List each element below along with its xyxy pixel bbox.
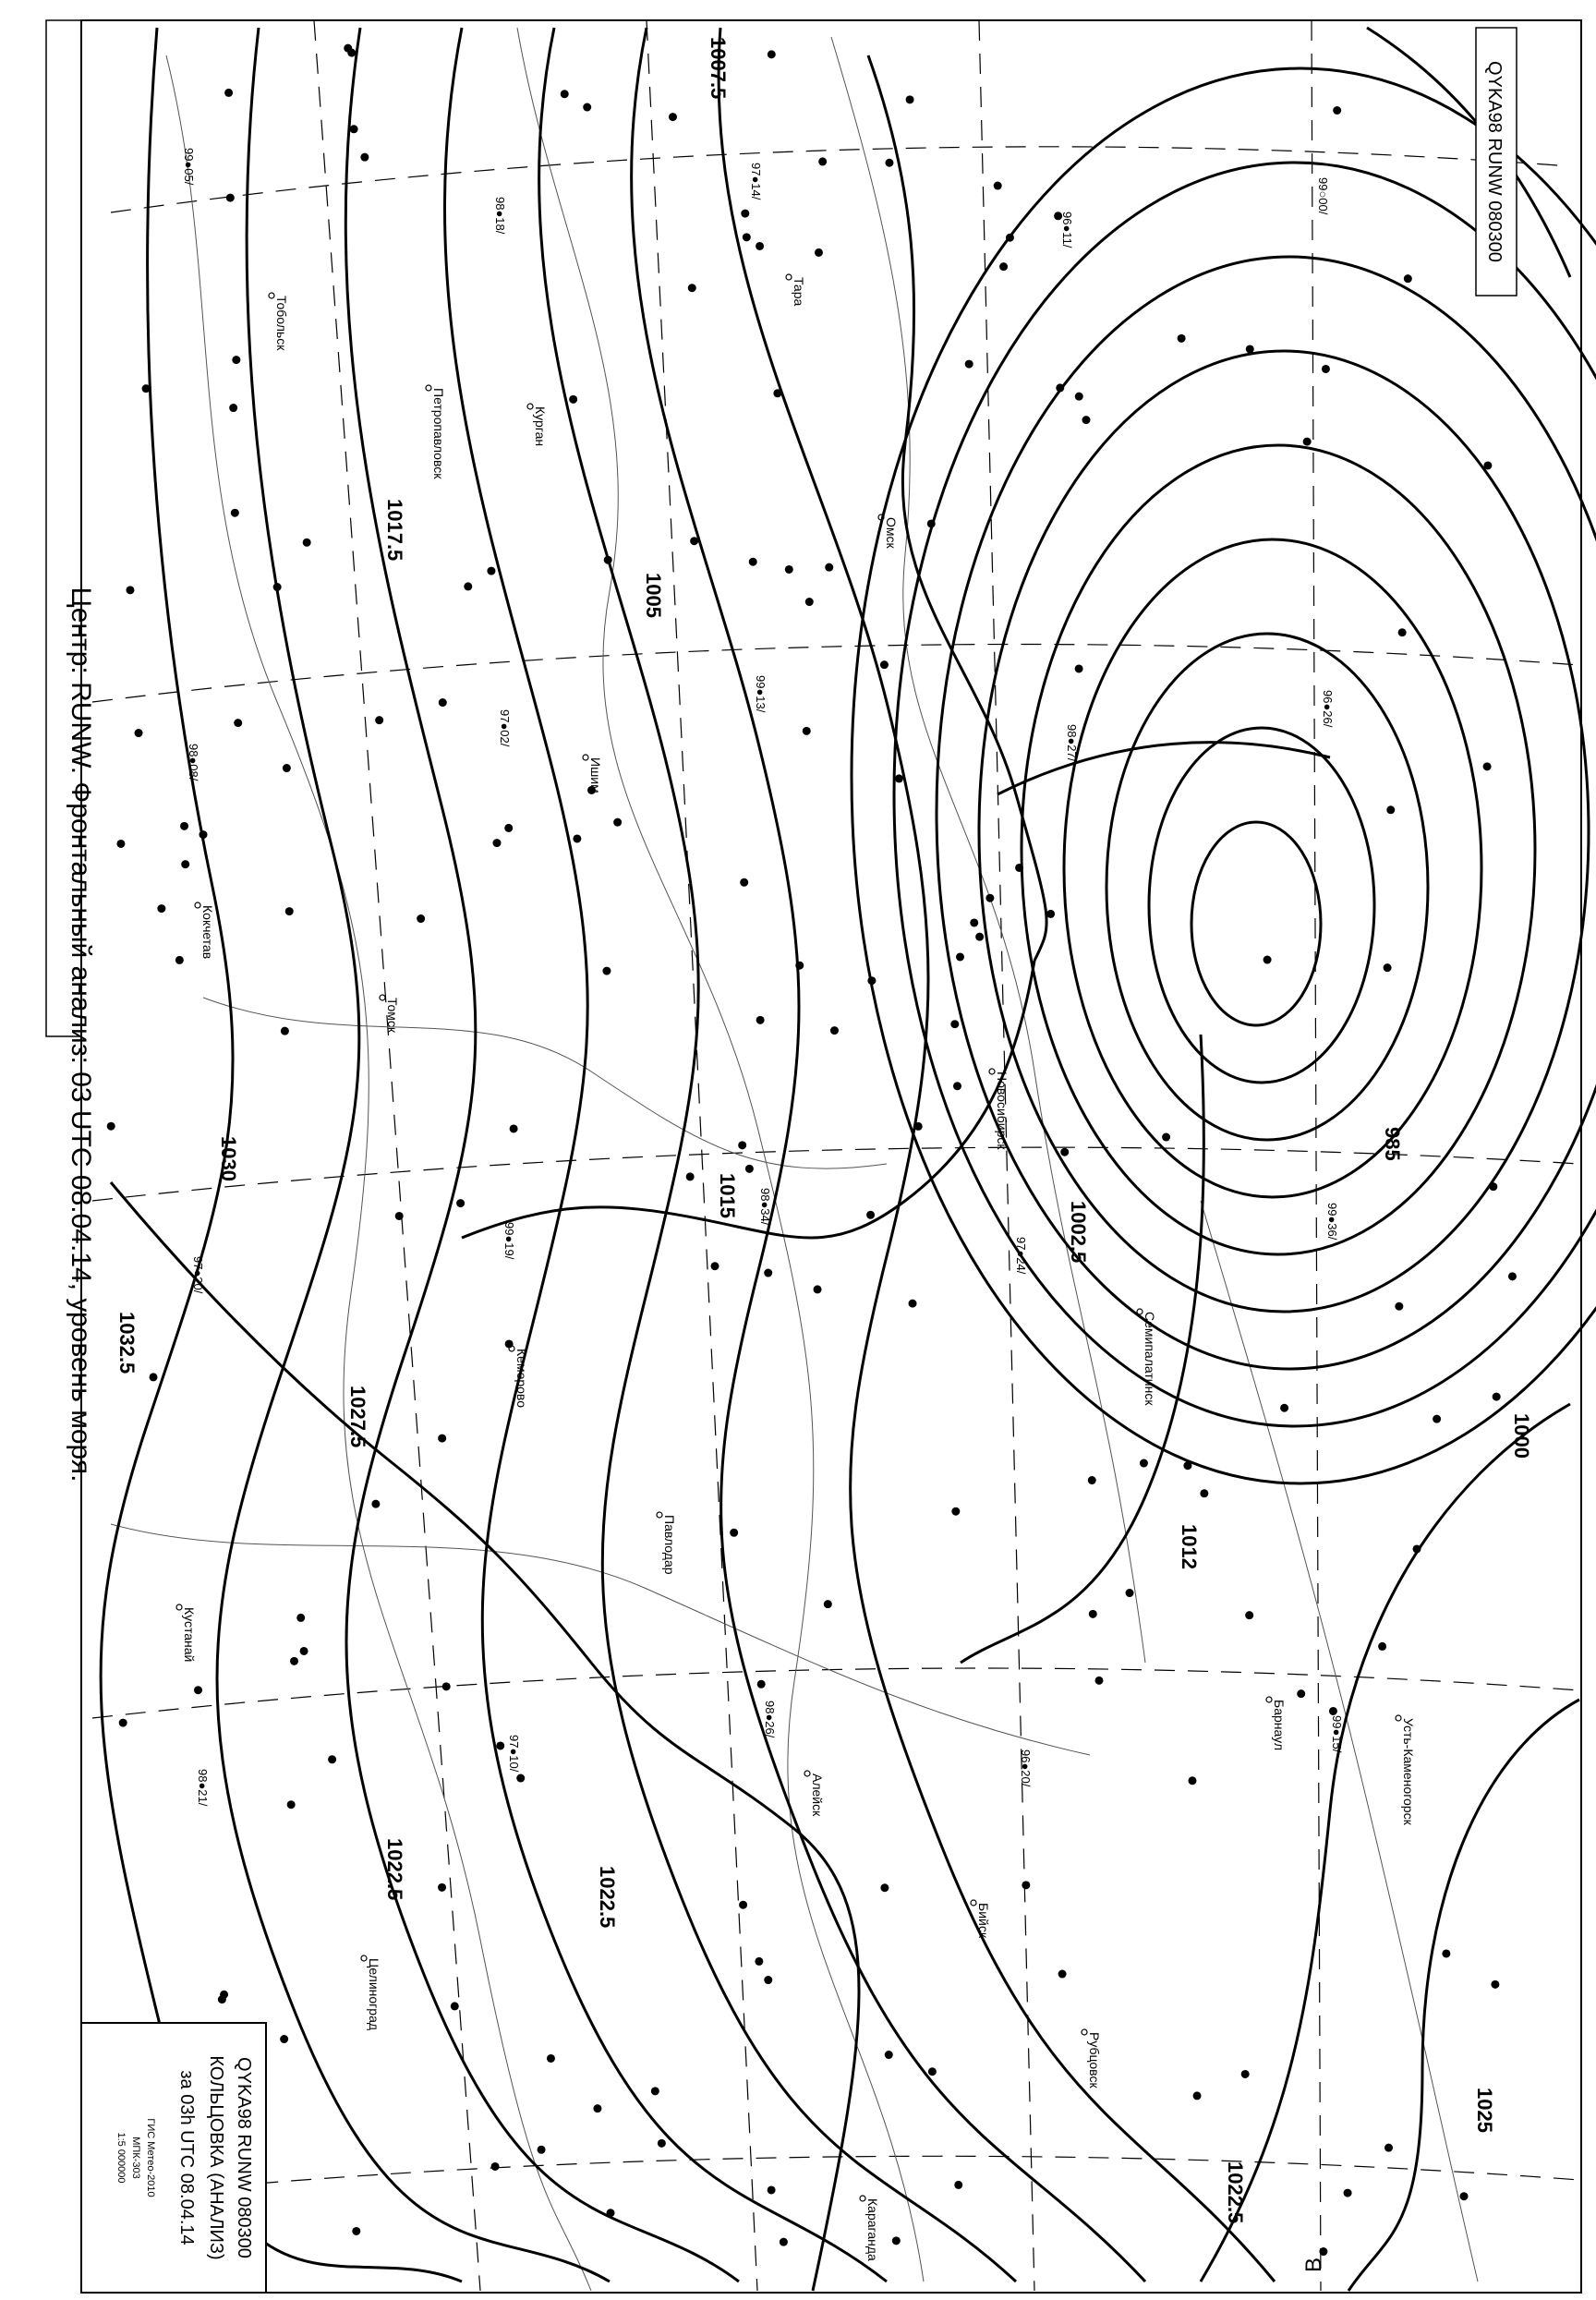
isobar-value-label: 985 bbox=[1381, 1127, 1404, 1161]
station-value: 97●24/ bbox=[1014, 1237, 1028, 1275]
station-dot bbox=[1094, 1677, 1103, 1685]
station-dot bbox=[417, 914, 425, 923]
station-dot bbox=[395, 1212, 404, 1220]
station-dot bbox=[232, 356, 240, 364]
station-dot bbox=[194, 1686, 202, 1694]
station-dot bbox=[1022, 1881, 1030, 1889]
station-dot bbox=[347, 49, 356, 57]
station-value: 98●26/ bbox=[763, 1701, 777, 1738]
station-dot bbox=[569, 395, 577, 404]
station-dot bbox=[119, 1719, 127, 1727]
station-dot bbox=[1398, 628, 1407, 636]
station-value: 97●14/ bbox=[749, 163, 763, 200]
station-dot bbox=[602, 967, 611, 975]
station-dot bbox=[1183, 1461, 1191, 1470]
station-dot bbox=[375, 716, 383, 724]
station-dot bbox=[1384, 2144, 1393, 2152]
city-name: Ишим bbox=[588, 757, 603, 793]
isobar-value-label: 1002.5 bbox=[1067, 1201, 1090, 1264]
city-name: Тобольск bbox=[274, 296, 289, 351]
station-dot bbox=[1412, 1544, 1421, 1553]
city-name: Кемерово bbox=[514, 1349, 529, 1408]
station-dot bbox=[1386, 805, 1395, 814]
station-dot bbox=[1493, 1393, 1501, 1401]
station-dot bbox=[1264, 956, 1272, 964]
station-dot bbox=[951, 1507, 960, 1516]
city-name: Курган bbox=[533, 406, 548, 447]
station-dot bbox=[730, 1529, 738, 1537]
station-dot bbox=[764, 1269, 772, 1277]
info-name: КОЛЬЦОВКА (АНАЛИЗ) bbox=[206, 2055, 226, 2260]
station-dot bbox=[328, 1755, 336, 1763]
station-dot bbox=[1058, 1970, 1067, 1979]
city-name: Кустанай bbox=[182, 1607, 197, 1663]
city-name: Целиноград bbox=[367, 1958, 381, 2031]
station-dot bbox=[464, 582, 472, 590]
station-dot bbox=[1075, 664, 1083, 672]
station-dot bbox=[965, 360, 973, 369]
station-dot bbox=[226, 194, 235, 202]
station-dot bbox=[1188, 1776, 1196, 1785]
station-value: 98●08/ bbox=[187, 744, 200, 781]
station-dot bbox=[107, 1122, 115, 1131]
station-dot bbox=[142, 384, 151, 393]
isobar-value-label: 1027.5 bbox=[346, 1386, 369, 1448]
station-dot bbox=[487, 567, 495, 575]
station-dot bbox=[492, 839, 501, 847]
station-dot bbox=[825, 563, 833, 572]
isobar-value-label: 1017.5 bbox=[383, 499, 406, 562]
station-dot bbox=[561, 90, 569, 98]
station-dot bbox=[229, 404, 237, 412]
station-dot bbox=[296, 1614, 305, 1622]
city-name: Тара bbox=[792, 277, 806, 307]
station-dot bbox=[175, 956, 184, 964]
station-dot bbox=[740, 878, 748, 887]
station-dot bbox=[756, 242, 764, 250]
station-dot bbox=[909, 1300, 917, 1308]
station-value: 97●10/ bbox=[507, 1735, 521, 1773]
pressure-center-label: В bbox=[1301, 2257, 1326, 2272]
station-value: 97●20/ bbox=[191, 1256, 205, 1294]
station-dot bbox=[830, 1026, 839, 1035]
station-dot bbox=[768, 2185, 776, 2194]
station-dot bbox=[818, 157, 827, 165]
city-name: Рубцовск bbox=[1087, 2032, 1102, 2088]
station-dot bbox=[1089, 1610, 1097, 1618]
station-dot bbox=[199, 830, 207, 839]
station-dot bbox=[895, 774, 903, 782]
station-dot bbox=[1046, 910, 1055, 918]
station-dot bbox=[290, 1657, 298, 1665]
station-dot bbox=[1333, 106, 1341, 115]
isobar-value-label: 1015 bbox=[716, 1173, 739, 1218]
station-dot bbox=[593, 2104, 601, 2112]
station-dot bbox=[866, 1211, 875, 1219]
station-dot bbox=[768, 50, 776, 58]
station-dot bbox=[669, 113, 677, 121]
station-dot bbox=[300, 1647, 308, 1655]
station-dot bbox=[456, 1199, 465, 1207]
station-dot bbox=[510, 1124, 518, 1132]
station-dot bbox=[738, 1141, 746, 1149]
station-dot bbox=[116, 840, 125, 848]
station-dot bbox=[280, 2035, 288, 2043]
station-dot bbox=[360, 153, 369, 162]
header-code: QYKA98 RUNW 080300 bbox=[1484, 61, 1505, 262]
station-dot bbox=[538, 2146, 546, 2154]
station-dot bbox=[516, 1774, 525, 1783]
station-dot bbox=[999, 262, 1008, 271]
station-dot bbox=[438, 1883, 446, 1892]
station-value: 98●18/ bbox=[493, 197, 507, 235]
station-value: 99●13/ bbox=[754, 675, 768, 713]
station-dot bbox=[1297, 1689, 1305, 1698]
station-dot bbox=[805, 598, 814, 606]
station-dot bbox=[303, 539, 311, 547]
station-dot bbox=[1246, 345, 1254, 353]
station-dot bbox=[954, 2181, 962, 2189]
station-dot bbox=[451, 2002, 459, 2010]
station-dot bbox=[970, 918, 978, 926]
city-name: Алейск bbox=[810, 1773, 825, 1817]
station-dot bbox=[880, 1883, 889, 1892]
station-dot bbox=[1006, 234, 1014, 242]
info-time: за 03h UTC 08.04.14 bbox=[176, 2070, 197, 2246]
station-dot bbox=[743, 233, 751, 241]
station-dot bbox=[756, 1016, 765, 1024]
station-value: 96●26/ bbox=[1321, 690, 1335, 728]
station-dot bbox=[814, 1285, 822, 1293]
station-dot bbox=[1378, 1642, 1386, 1651]
station-dot bbox=[285, 907, 294, 915]
station-dot bbox=[1483, 461, 1492, 469]
station-dot bbox=[1491, 1980, 1499, 1989]
city-name: Караганда bbox=[865, 2198, 880, 2261]
station-dot bbox=[1344, 2189, 1352, 2197]
station-dot bbox=[287, 1800, 296, 1809]
info-scale: 1:5 000000 bbox=[115, 2132, 127, 2184]
city-name: Семипалатинск bbox=[1143, 1312, 1157, 1406]
station-dot bbox=[975, 933, 984, 941]
isobar-value-label: 1025 bbox=[1473, 2088, 1496, 2133]
station-dot bbox=[1384, 963, 1392, 972]
station-dot bbox=[914, 1122, 923, 1131]
station-dot bbox=[1140, 1459, 1148, 1468]
station-dot bbox=[658, 2139, 666, 2148]
city-name: Омск bbox=[884, 517, 899, 549]
station-dot bbox=[950, 1020, 959, 1028]
station-dot bbox=[1322, 365, 1330, 373]
station-dot bbox=[651, 2087, 659, 2095]
station-dot bbox=[1404, 274, 1412, 283]
station-dot bbox=[745, 1165, 754, 1173]
city-name: Новосибирск bbox=[995, 1071, 1010, 1150]
station-dot bbox=[1241, 2070, 1250, 2078]
city-name: Петропавловск bbox=[431, 388, 446, 479]
city-name: Павлодар bbox=[662, 1515, 677, 1575]
station-dot bbox=[135, 729, 143, 737]
station-value: 99○00/ bbox=[1316, 177, 1330, 215]
station-dot bbox=[739, 1901, 747, 1909]
isobar-value-label: 1022.5 bbox=[383, 1838, 406, 1901]
station-dot bbox=[273, 583, 282, 591]
station-dot bbox=[741, 210, 749, 218]
station-dot bbox=[1082, 416, 1090, 424]
station-dot bbox=[686, 1172, 695, 1180]
city-name: Усть-Каменогорск bbox=[1401, 1718, 1416, 1825]
station-dot bbox=[953, 1082, 961, 1090]
station-dot bbox=[688, 284, 696, 292]
station-dot bbox=[1303, 438, 1312, 446]
info-code: QYKA98 RUNW 080300 bbox=[234, 2057, 254, 2258]
station-dot bbox=[1088, 1476, 1096, 1484]
station-dot bbox=[885, 159, 893, 167]
station-dot bbox=[885, 2051, 893, 2059]
station-dot bbox=[815, 248, 823, 257]
station-dot bbox=[985, 894, 994, 902]
info-box bbox=[81, 2023, 266, 2293]
station-dot bbox=[442, 1682, 451, 1690]
map-title: Центр: RUNW. Фронтальный анализ: 03 UTC 08.04.14, уровень моря. bbox=[66, 587, 96, 1483]
station-dot bbox=[547, 2054, 555, 2063]
station-dot bbox=[1162, 1133, 1170, 1142]
station-dot bbox=[1508, 1272, 1517, 1280]
station-dot bbox=[607, 2209, 615, 2217]
station-dot bbox=[906, 95, 914, 103]
station-value: 99●36/ bbox=[1325, 1203, 1339, 1241]
station-dot bbox=[218, 1995, 226, 2003]
city-name: Барнаул bbox=[1272, 1700, 1287, 1750]
station-dot bbox=[1329, 1707, 1337, 1715]
city-name: Томск bbox=[385, 998, 400, 1033]
station-value: 96●20/ bbox=[1019, 1749, 1033, 1787]
isobar-value-label: 1032.5 bbox=[115, 1312, 139, 1374]
station-dot bbox=[1460, 2192, 1469, 2200]
city-name: Бийск bbox=[976, 1903, 991, 1938]
station-dot bbox=[928, 2067, 937, 2076]
station-dot bbox=[803, 727, 811, 735]
station-dot bbox=[1245, 1611, 1253, 1619]
isobar-value-label: 1007.5 bbox=[707, 37, 730, 100]
station-dot bbox=[352, 2227, 360, 2235]
station-dot bbox=[785, 565, 793, 574]
info-source: ГИС Метео-2010 bbox=[145, 2118, 156, 2197]
station-dot bbox=[1126, 1589, 1134, 1597]
isobar-value-label: 1005 bbox=[642, 573, 665, 618]
station-dot bbox=[439, 698, 447, 707]
station-dot bbox=[438, 1434, 446, 1443]
station-dot bbox=[1319, 2247, 1327, 2256]
station-dot bbox=[755, 1957, 763, 1966]
station-dot bbox=[711, 1262, 719, 1270]
station-dot bbox=[234, 719, 242, 727]
info-model: МПК-303 bbox=[130, 2137, 141, 2179]
station-dot bbox=[824, 1600, 832, 1608]
station-dot bbox=[231, 509, 239, 517]
station-dot bbox=[613, 818, 622, 827]
isobar-value-label: 1030 bbox=[217, 1136, 240, 1181]
station-value: 98●34/ bbox=[758, 1188, 772, 1226]
station-dot bbox=[181, 860, 189, 868]
station-dot bbox=[1178, 334, 1186, 343]
station-dot bbox=[283, 764, 291, 772]
station-dot bbox=[496, 1741, 504, 1749]
station-value: 99●05/ bbox=[182, 148, 196, 186]
station-dot bbox=[1395, 1302, 1403, 1311]
station-dot bbox=[504, 824, 513, 832]
station-value: 97●02/ bbox=[498, 709, 512, 747]
station-dot bbox=[749, 558, 757, 566]
station-dot bbox=[1075, 393, 1083, 401]
isobar-value-label: 1000 bbox=[1510, 1413, 1533, 1459]
station-dot bbox=[491, 2162, 500, 2171]
station-dot bbox=[690, 537, 698, 545]
city-name: Кокчетав bbox=[200, 905, 215, 960]
station-dot bbox=[350, 125, 358, 133]
station-dot bbox=[281, 1027, 289, 1035]
station-dot bbox=[764, 1976, 772, 1984]
station-dot bbox=[224, 89, 233, 97]
station-value: 99●15/ bbox=[1330, 1715, 1344, 1753]
station-dot bbox=[780, 2238, 788, 2246]
station-dot bbox=[1193, 2091, 1202, 2100]
station-value: 98●27/ bbox=[1065, 724, 1079, 762]
station-dot bbox=[150, 1373, 158, 1381]
station-dot bbox=[773, 389, 781, 397]
station-dot bbox=[956, 952, 964, 961]
station-dot bbox=[126, 586, 134, 594]
station-dot bbox=[1015, 864, 1023, 872]
station-dot bbox=[180, 822, 188, 830]
station-dot bbox=[371, 1500, 380, 1508]
station-dot bbox=[1433, 1415, 1441, 1423]
station-dot bbox=[573, 834, 581, 842]
isobar-value-label: 1012 bbox=[1178, 1524, 1201, 1569]
station-dot bbox=[157, 904, 165, 913]
station-dot bbox=[1483, 762, 1492, 770]
station-dot bbox=[795, 962, 804, 970]
station-dot bbox=[1060, 1148, 1069, 1156]
station-dot bbox=[927, 519, 936, 527]
station-dot bbox=[994, 182, 1002, 190]
isobar-value-label: 1022.5 bbox=[596, 1866, 619, 1929]
station-dot bbox=[583, 103, 591, 112]
station-dot bbox=[892, 2236, 901, 2245]
station-dot bbox=[604, 556, 612, 564]
station-dot bbox=[1056, 383, 1064, 392]
station-dot bbox=[1200, 1489, 1208, 1497]
station-dot bbox=[1280, 1404, 1288, 1412]
station-value: 96●11/ bbox=[1060, 212, 1074, 248]
station-value: 99●19/ bbox=[502, 1222, 516, 1260]
station-dot bbox=[880, 660, 889, 669]
station-dot bbox=[867, 976, 876, 985]
station-value: 98●21/ bbox=[196, 1769, 210, 1807]
isobar-value-label: 1022.5 bbox=[1224, 2161, 1247, 2224]
station-dot bbox=[757, 1680, 766, 1689]
station-dot bbox=[1489, 1182, 1497, 1191]
station-dot bbox=[1442, 1949, 1450, 1957]
